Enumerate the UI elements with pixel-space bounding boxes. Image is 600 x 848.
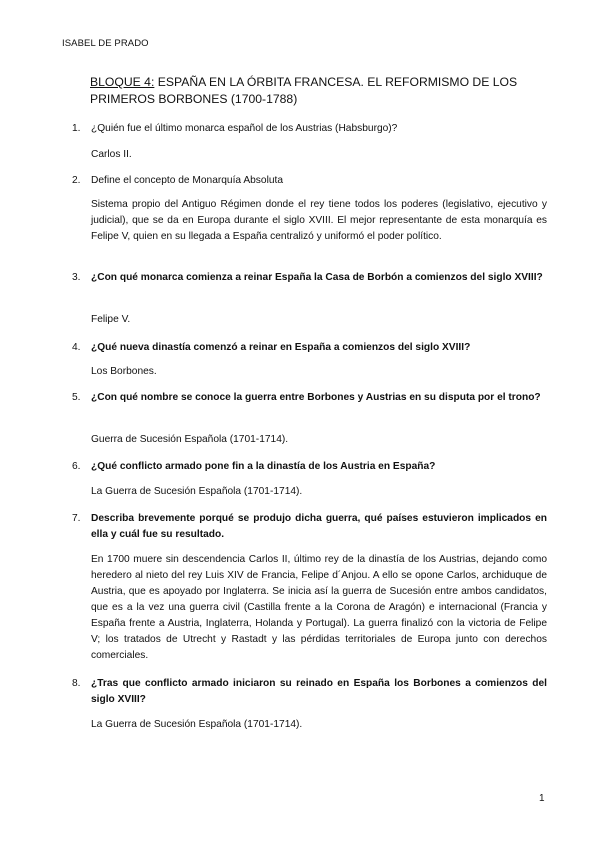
question-text: ¿Quién fue el último monarca español de los Austrias (Habsburgo)? xyxy=(91,123,398,134)
question-text: Define el concepto de Monarquía Absoluta xyxy=(91,175,283,186)
question-item xyxy=(72,390,547,406)
question-item xyxy=(72,511,547,543)
question-item xyxy=(72,459,547,475)
question-item xyxy=(72,270,547,286)
answer-text: La Guerra de Sucesión Española (1701-1714). xyxy=(91,719,303,730)
question-text: ¿Con qué nombre se conoce la guerra entre Borbones y Austrias en su disputa por el trono? xyxy=(91,392,541,403)
question-number: 3. xyxy=(72,272,81,283)
question-text: Describa brevemente porqué se produjo dicha guerra, qué países estuvieron implicados en ella y cuál fue su resultado. xyxy=(91,513,547,540)
page-number: 1 xyxy=(539,793,545,804)
question-number: 8. xyxy=(72,678,81,689)
title-text: ESPAÑA EN LA ÓRBITA FRANCESA. EL REFORMISMO DE LOS PRIMEROS BORBONES (1700-1788) xyxy=(90,75,518,106)
answer-text: Felipe V. xyxy=(91,314,131,325)
question-item xyxy=(72,173,547,189)
question-item xyxy=(72,340,547,356)
page-header-author: ISABEL DE PRADO xyxy=(62,38,149,49)
answer-text: En 1700 muere sin descendencia Carlos II, último rey de la dinastía de los Austrias, dejando como heredero al nieto del rey Luis XIV de Francia, Felipe d´Anjou. A ello se opone Carlos, archiduque de Austria, que es apoyado por Inglaterra. Se inicia así la guerra de Sucesión entre ambos candidatos, que es a la vez una guerra civil (Castilla frente a la Corona de Aragón) e internacional (Francia y España frente a Austria, Inglaterra, Holanda y Portugal). La guerra finalizó con la victoria de Felipe V; los tratados de Utrecht y Rastadt y las pérdidas territoriales de Europa junto con derechos comerciales. xyxy=(91,554,547,661)
question-number: 7. xyxy=(72,513,81,524)
question-text: ¿Con qué monarca comienza a reinar España la Casa de Borbón a comienzos del siglo XVIII? xyxy=(91,272,543,283)
answer-text: Carlos II. xyxy=(91,149,132,160)
question-text: ¿Tras que conflicto armado iniciaron su reinado en España los Borbones a comienzos del siglo XVIII? xyxy=(91,678,547,705)
document-title xyxy=(90,74,540,108)
question-number: 2. xyxy=(72,175,81,186)
question-text: ¿Qué nueva dinastía comenzó a reinar en España a comienzos del siglo XVIII? xyxy=(91,342,471,353)
question-text: ¿Qué conflicto armado pone fin a la dinastía de los Austria en España? xyxy=(91,461,436,472)
answer-text: Sistema propio del Antiguo Régimen donde el rey tiene todos los poderes (legislativo, ejecutivo y judicial), que se da en Europa durante el siglo XVIII. El mejor representante de esta monarquía es Felipe V, quien en su llegada a España centralizó y uniformó el poder político. xyxy=(91,199,547,242)
block-label: BLOQUE 4: xyxy=(90,75,155,89)
question-number: 5. xyxy=(72,392,81,403)
answer-text: Guerra de Sucesión Española (1701-1714). xyxy=(91,434,289,445)
question-item xyxy=(72,121,547,137)
question-item xyxy=(72,676,547,708)
question-number: 6. xyxy=(72,461,81,472)
question-number: 4. xyxy=(72,342,81,353)
answer-text: La Guerra de Sucesión Española (1701-1714). xyxy=(91,486,303,497)
question-number: 1. xyxy=(72,123,81,134)
answer-text: Los Borbones. xyxy=(91,366,157,377)
